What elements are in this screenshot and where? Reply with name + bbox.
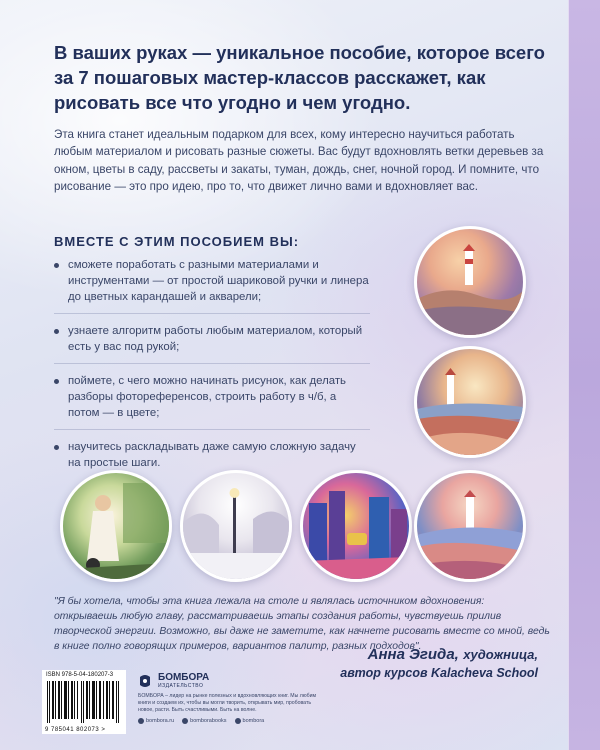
list-item <box>54 323 370 364</box>
girl-garden-illustration <box>60 470 172 582</box>
social-icon <box>182 718 188 724</box>
author-quote: "Я бы хотела, чтобы эта книга лежала на столе и являлась источником вдохновения: открываешь любую главу, рассматриваешь этапы создания работы, чувствуешь прилив творческой энергии. Возможно, вы даже не заметите, как начнете рисовать вместе со мной, ведь в книге полно говорящих примеров, вариантов палитр, разных подходов". <box>54 596 550 652</box>
intro-paragraph: Эта книга станет идеальным подарком для всех, кому интересно научиться работать любым материалом и рисовать разные сюжеты. Вас будут вдохновлять ветки деревьев за окном, цветы в саду, рассветы и закаты, туман, дождь, снег, ночной город. И помните, что рисование — это про идею, про то, что движет лично вами и вдохновляет вас. <box>54 128 544 194</box>
author-role: художница, <box>463 647 538 662</box>
publisher-logo <box>138 672 328 689</box>
lighthouse-icon <box>417 473 523 579</box>
lighthouse-icon <box>417 349 523 455</box>
barcode-block <box>42 670 126 734</box>
publisher-block <box>138 672 328 724</box>
snowy-street-illustration <box>180 470 292 582</box>
list-item-text: научитесь раскладывать даже самую сложную задачу на простые шаги. <box>68 441 356 469</box>
benefits-heading: ВМЕСТЕ С ЭТИМ ПОСОБИЕМ ВЫ: <box>54 234 300 249</box>
author-courses: автор курсов Kalacheva School <box>340 666 538 680</box>
social-link-2[interactable]: bombora <box>235 718 265 724</box>
lighthouse-sunset-illustration <box>414 226 526 338</box>
headline: В ваших руках — уникальное пособие, которое всего за 7 пошаговых мастер-классов расскажет, как рисовать все что угодно и чем угодно. <box>54 42 545 113</box>
author-name: Анна Эгида, <box>367 646 459 663</box>
list-item-text: сможете поработать с разными материалами и инструментами — от простой шариковой ручки и линера до цветных карандашей и акварели; <box>68 259 369 303</box>
publisher-links <box>138 718 328 724</box>
list-item <box>54 257 370 314</box>
bullet-icon <box>54 329 59 334</box>
publisher-subtitle: ИЗДАТЕЛЬСТВО <box>158 683 204 689</box>
lighthouse-icon <box>417 229 523 335</box>
bullet-icon <box>54 379 59 384</box>
globe-icon <box>138 718 144 724</box>
bullet-icon <box>54 445 59 450</box>
city-icon <box>303 473 409 579</box>
isbn-number: ISBN 978-5-04-180207-3 <box>46 672 114 678</box>
night-city-illustration <box>300 470 412 582</box>
benefits-list <box>54 257 370 488</box>
list-item-text: узнаете алгоритм работы любым материалом, который есть у вас под рукой; <box>68 325 363 353</box>
publisher-text: БОМБОРА – лидер на рынке полезных и вдохновляющих книг. Мы любим книги и создаем их, чтобы вы могли творить, открывать мир, пробовать новое, расти. Быть счастливыми. Быть на волне. <box>138 693 317 713</box>
list-item-text: поймете, с чего можно начинать рисунок, как делать разборы фотореференсов, строить работу в ч/б, а потом — в цвете; <box>68 375 346 419</box>
lighthouse-coast-illustration <box>414 346 526 458</box>
social-icon <box>235 718 241 724</box>
publisher-name: БОМБОРА <box>158 672 210 683</box>
website-link[interactable]: bombora.ru <box>138 718 174 724</box>
barcode-icon <box>46 681 122 723</box>
list-item <box>54 373 370 430</box>
girl-icon <box>63 473 169 579</box>
lighthouse-rocks-illustration <box>414 470 526 582</box>
social-link[interactable]: bomborabooks <box>182 718 226 724</box>
book-spine <box>568 0 600 750</box>
barcode-digits: 9 785041 802073 > <box>45 727 106 733</box>
bullet-icon <box>54 263 59 268</box>
street-lamp-icon <box>183 473 289 579</box>
bombora-logo-icon <box>138 673 152 689</box>
